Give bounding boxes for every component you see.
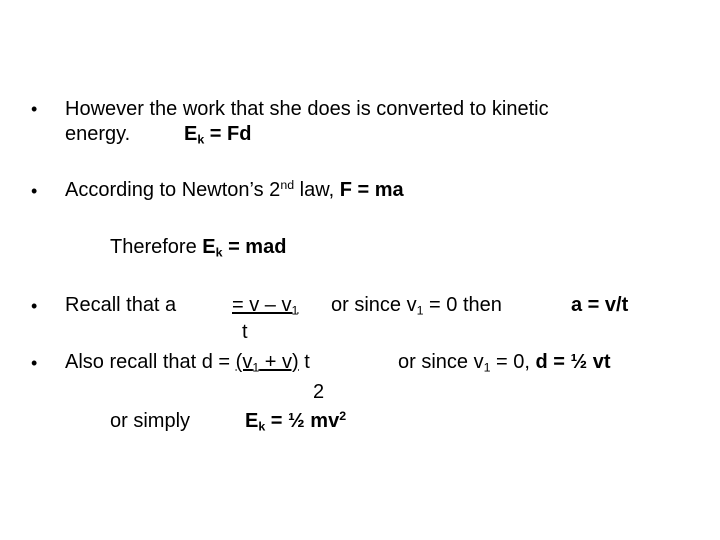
bullet-1-formula: $E_k = Fd$ <box>184 123 252 147</box>
distance-numerator: $(v_1 + v)$ <box>235 351 299 375</box>
bullet-1-line-2: energy. <box>65 123 131 145</box>
bullet-marker: • <box>31 181 38 201</box>
acceleration-numerator: = v – $v_1$ <box>232 294 299 318</box>
bullet-1-line-1: However the work that she does is converted to kinetic <box>65 98 549 120</box>
acceleration-denominator: t <box>242 321 248 343</box>
bullet-2-text: According to Newton’s 2nd law, F = ma <box>65 178 404 201</box>
newton-formula: F = ma <box>339 179 404 201</box>
bullet-marker: • <box>31 99 38 119</box>
acceleration-result: a = v/t <box>571 294 629 316</box>
kinetic-energy-formula: $E_k$ = ½ $mv^2$ <box>245 409 347 434</box>
bullet-marker: • <box>31 353 38 373</box>
bullet-4-or-since: or since $v_1 = 0$, d = ½ vt <box>398 351 611 375</box>
distance-denominator: 2 <box>313 381 325 403</box>
bullet-marker: • <box>31 296 38 316</box>
therefore-line: Therefore $E_k$ = mad <box>110 236 287 260</box>
bullet-3-intro: Recall that a <box>65 294 177 316</box>
bullet-3-or-since: or since $v_1 = 0$ then <box>331 294 502 318</box>
bullet-4-intro: Also recall that $d = (v_1 + v)$ t <box>65 351 310 375</box>
distance-result: d = ½ vt <box>535 351 611 373</box>
or-simply-label: or simply <box>110 410 191 432</box>
